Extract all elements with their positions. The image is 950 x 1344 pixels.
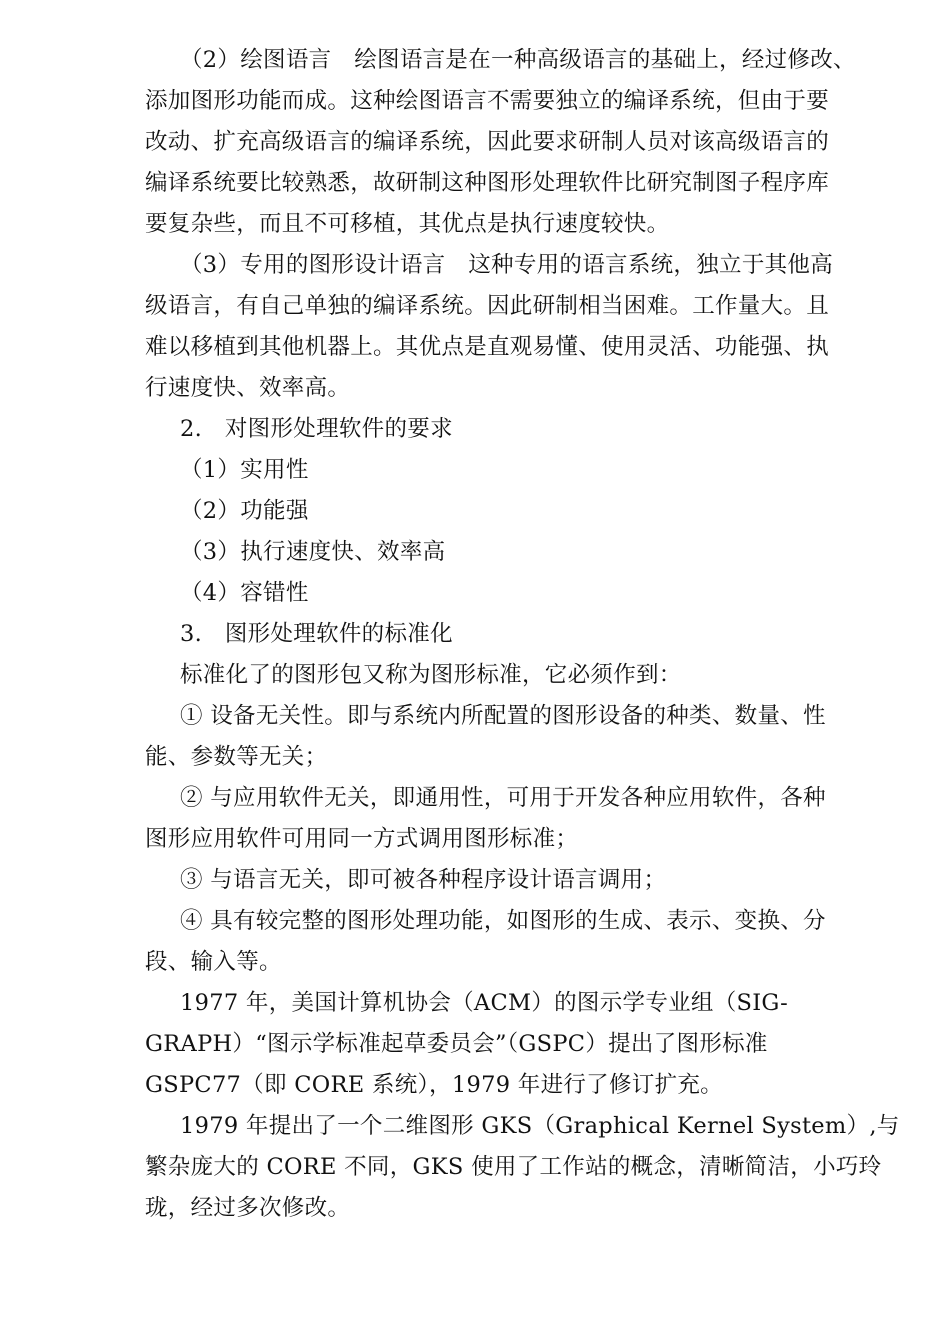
- list-item-3: （3）执行速度快、效率高: [180, 539, 446, 565]
- para-line-22: ④ 具有较完整的图形处理功能，如图形的生成、表示、变换、分: [180, 908, 826, 934]
- para-line-16: 标准化了的图形包又称为图形标准，它必须作到：: [180, 662, 682, 688]
- para-line-19: ② 与应用软件无关，即通用性，可用于开发各种应用软件，各种: [180, 785, 826, 811]
- para-line-18: 能、参数等无关；: [145, 744, 328, 770]
- list-item-2: （2）功能强: [180, 498, 309, 524]
- para-line-26: GSPC77（即 CORE 系统），1979 年进行了修订扩充。: [145, 1072, 723, 1098]
- para-line-8: 难以移植到其他机器上。其优点是直观易懂、使用灵活、功能强、执: [145, 334, 830, 360]
- para-line-7: 级语言，有自己单独的编译系统。因此研制相当困难。工作量大。且: [145, 293, 830, 319]
- section-heading-3: 3. 图形处理软件的标准化: [180, 621, 453, 647]
- para-line-20: 图形应用软件可用同一方式调用图形标准；: [145, 826, 579, 852]
- para-line-6: （3）专用的图形设计语言 这种专用的语言系统，独立于其他高: [180, 252, 834, 278]
- para-line-1: （2）绘图语言 绘图语言是在一种高级语言的基础上，经过修改、: [180, 47, 856, 73]
- para-line-21: ③ 与语言无关，即可被各种程序设计语言调用；: [180, 867, 667, 893]
- para-line-2: 添加图形功能而成。这种绘图语言不需要独立的编译系统，但由于要: [145, 88, 830, 114]
- section-heading-2: 2. 对图形处理软件的要求: [180, 416, 453, 442]
- para-line-24: 1977 年，美国计算机协会（ACM）的图示学专业组（SIG-: [180, 990, 789, 1016]
- list-item-1: （1）实用性: [180, 457, 309, 483]
- para-line-29: 珑，经过多次修改。: [145, 1195, 351, 1221]
- list-item-4: （4）容错性: [180, 580, 309, 606]
- para-line-25: GRAPH）“图示学标准起草委员会”（GSPC）提出了图形标准: [145, 1031, 768, 1057]
- para-line-17: ① 设备无关性。即与系统内所配置的图形设备的种类、数量、性: [180, 703, 826, 729]
- para-line-4: 编译系统要比较熟悉，故研制这种图形处理软件比研究制图子程序库: [145, 170, 830, 196]
- para-line-23: 段、输入等。: [145, 949, 282, 975]
- para-line-28: 繁杂庞大的 CORE 不同，GKS 使用了工作站的概念，清晰简洁，小巧玲: [145, 1154, 882, 1180]
- para-line-27: 1979 年提出了一个二维图形 GKS（Graphical Kernel System）,与: [180, 1113, 900, 1139]
- para-line-9: 行速度快、效率高。: [145, 375, 351, 401]
- para-line-3: 改动、扩充高级语言的编译系统，因此要求研制人员对该高级语言的: [145, 129, 830, 155]
- para-line-5: 要复杂些，而且不可移植，其优点是执行速度较快。: [145, 211, 670, 237]
